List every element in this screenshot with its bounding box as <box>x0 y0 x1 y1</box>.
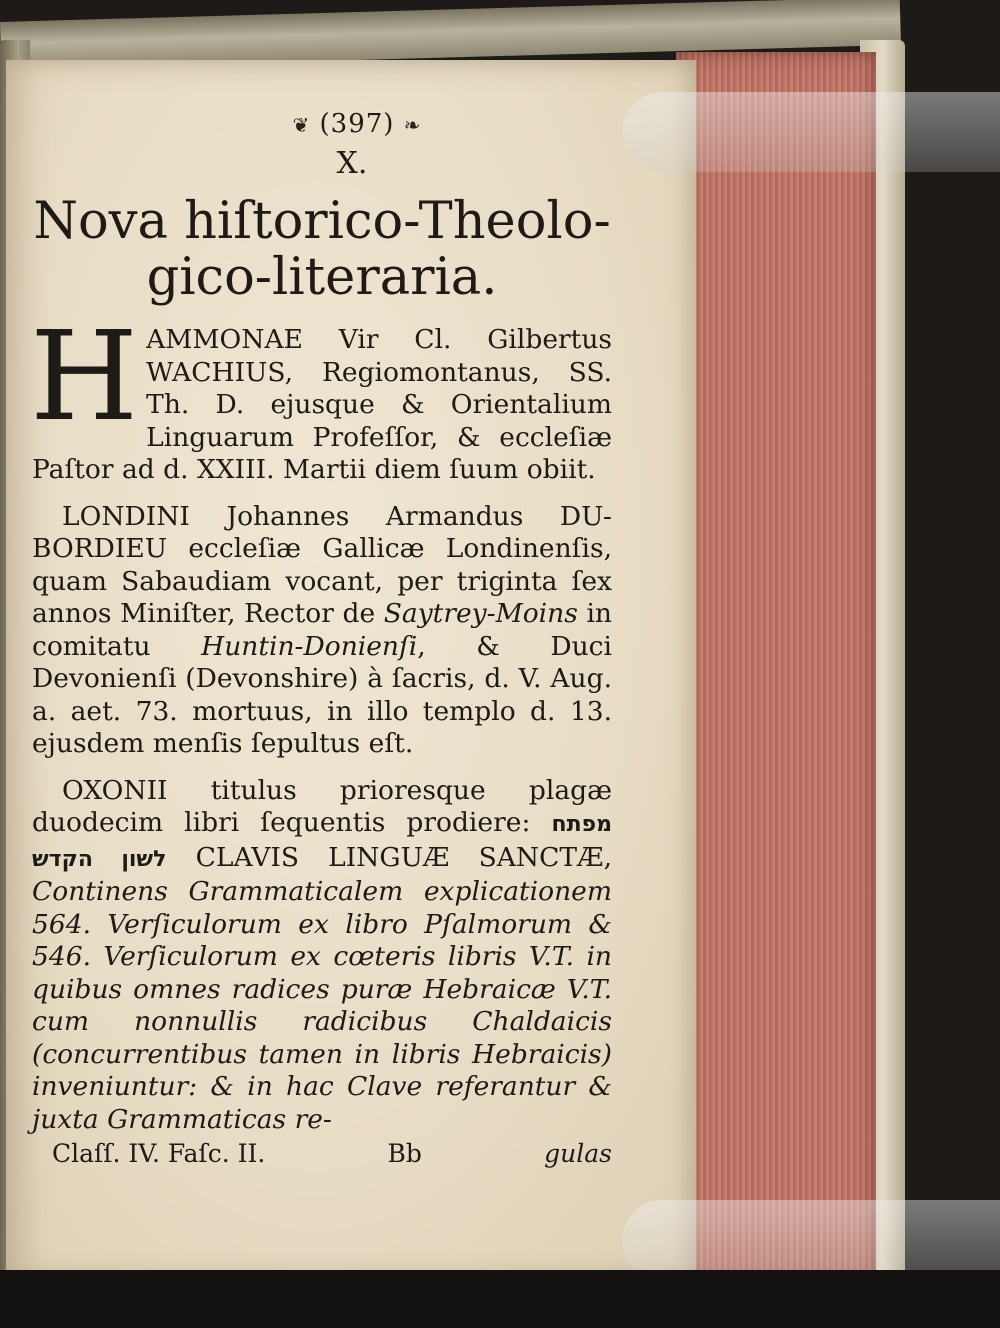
footer-class: Claſſ. IV. Faſc. II. <box>52 1139 266 1168</box>
paragraph-1 <box>30 305 612 487</box>
ornament-left-icon: ❦ <box>292 113 311 137</box>
paragraph-2-place-1: Saytrey-Moins <box>383 598 578 629</box>
paragraph-2 <box>32 501 612 761</box>
paragraph-3 <box>32 775 612 1137</box>
paragraph-3-text-a: OXONII titulus prioresque plagæ duodecim libri ſequentis prodiere: <box>32 774 612 838</box>
footer-catchword: gulas <box>544 1139 612 1168</box>
running-head <box>32 104 612 144</box>
drop-cap: H <box>30 305 139 449</box>
paragraph-3-italic: Continens Grammaticalem explicationem 564. Verſiculorum ex libro Pſalmorum & 546. Verſiculorum ex cœteris libris V.T. in quibus omnes radices puræ Hebraicæ V.T. cum nonnullis radicibus Chaldaicis (concurrentibus tamen in libris Hebraicis) inveniuntur: & in hac Clave referantur & juxta Grammaticas re- <box>32 876 612 1135</box>
page-text <box>32 96 612 1170</box>
section-title <box>32 194 612 306</box>
paragraph-2-text-c: , & Duci Devonienſi (Devonshire) à ſacris, d. V. Aug. a. aet. 73. mortuus, in illo templo d. 13. ejusdem menſis ſepultus eſt. <box>32 630 612 759</box>
book-fore-edge <box>676 52 876 1282</box>
paragraph-1-text: AMMONAE Vir Cl. Gilbertus WACHIUS, Regiomontanus, SS. Th. D. ejusque & Orientalium Linguarum Profeſſor, & eccleſiæ Paſtor ad d. XXIII. Martii diem ſuum obiit. <box>32 324 612 485</box>
page-clip-top <box>622 92 1000 172</box>
page-footer <box>32 1138 612 1170</box>
paragraph-2-text-a: LONDINI Johannes Armandus DU-BORDIEU eccleſiæ Gallicæ Londinenſis, quam Sabaudiam vocant, per triginta ſex annos Miniſter, Rector de <box>32 500 612 629</box>
section-number: X. <box>336 146 368 181</box>
background-shadow <box>0 1270 1000 1328</box>
footer-signature: Bb <box>387 1139 422 1168</box>
paragraph-2-place-2: Huntin-Donienſi <box>201 630 418 662</box>
hebrew-title: מפתח לשון הקדש <box>32 812 612 872</box>
page-clip-bottom <box>622 1200 1000 1280</box>
title-line-1: Nova hiſtorico-Theolo- <box>33 192 611 251</box>
title-line-2: gico-literaria. <box>146 248 498 307</box>
page-number: (397) <box>319 109 395 139</box>
ornament-right-icon: ❧ <box>403 113 422 137</box>
paragraph-2-text-b: in comitatu <box>32 598 612 662</box>
paragraph-3-text-b: CLAVIS LINGUÆ SANCTÆ, <box>166 841 612 873</box>
